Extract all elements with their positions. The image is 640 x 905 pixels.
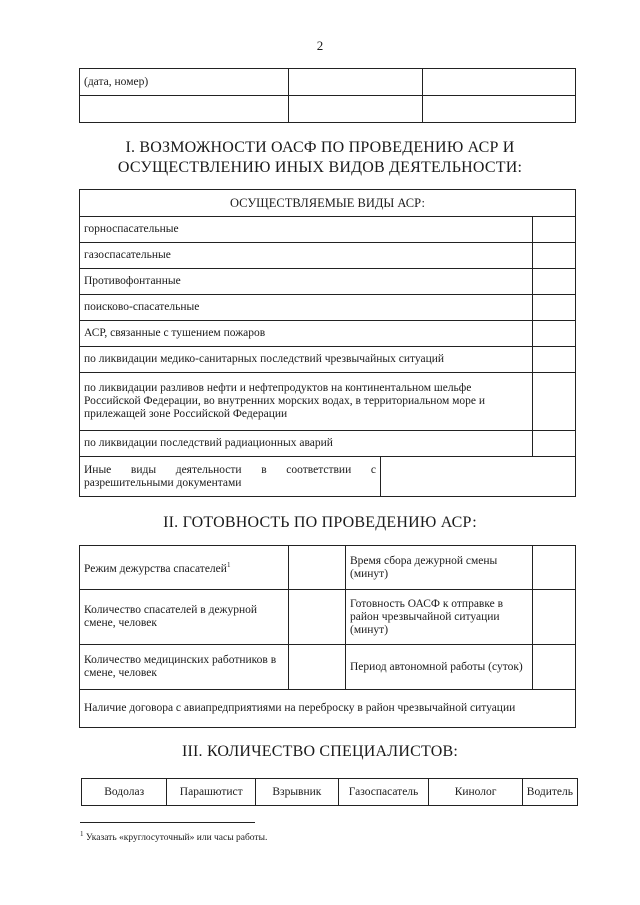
asr-type-checkbox[interactable] (533, 243, 576, 269)
readiness-value[interactable] (533, 590, 576, 645)
rescuers-count-label: Количество спасателей в дежурной смене, человек (80, 590, 289, 645)
medics-count-label: Количество медицинских работников в смене, человек (80, 645, 289, 690)
readiness-label: Готовность ОАСФ к отправке в район чрезвычайной ситуации (минут) (346, 590, 533, 645)
date-number-row2-cell-1[interactable] (80, 96, 289, 123)
gather-time-value[interactable] (533, 546, 576, 590)
asr-type-checkbox[interactable] (533, 217, 576, 243)
asr-type-label: АСР, связанные с тушением пожаров (80, 321, 533, 347)
footnote-divider (80, 822, 255, 823)
asr-type-checkbox[interactable] (533, 269, 576, 295)
asr-type-label: по ликвидации медико-санитарных последствий чрезвычайных ситуаций (80, 347, 533, 373)
asr-type-label: горноспасательные (80, 217, 533, 243)
footnote-number: 1 (80, 830, 84, 838)
asr-type-label: по ликвидации разливов нефти и нефтепродуктов на континентальном шельфе Российской Федерации, во внутренних морских водах, в территориальном море и прилежащей зоне Российской Федерации (80, 373, 533, 431)
section2-title: II. ГОТОВНОСТЬ ПО ПРОВЕДЕНИЮ АСР: (163, 514, 477, 531)
asr-type-checkbox[interactable] (533, 373, 576, 431)
asr-type-label: Противофонтанные (80, 269, 533, 295)
footnote-mark: 1 (226, 561, 231, 570)
specialist-cell: Газоспасатель (338, 779, 429, 806)
duty-mode-value[interactable] (289, 546, 346, 590)
other-activities-value[interactable] (381, 457, 576, 497)
air-contract-label: Наличие договора с авиапредприятиями на переброску в район чрезвычайной ситуации (80, 690, 576, 728)
other-activities-line2: разрешительными документами (84, 476, 242, 489)
footnote-text: Указать «круглосуточный» или часы работы. (85, 833, 268, 844)
section1-title-line1: I. ВОЗМОЖНОСТИ ОАСФ ПО ПРОВЕДЕНИЮ АСР И (125, 139, 515, 156)
specialist-cell: Парашютист (167, 779, 256, 806)
asr-type-label: газоспасательные (80, 243, 533, 269)
asr-type-checkbox[interactable] (533, 321, 576, 347)
section1-title-line2: ОСУЩЕСТВЛЕНИЮ ИНЫХ ВИДОВ ДЕЯТЕЛЬНОСТИ: (117, 159, 523, 176)
page-number: 2 (316, 38, 324, 53)
asr-type-checkbox[interactable] (533, 431, 576, 457)
specialist-cell: Кинолог (429, 779, 522, 806)
asr-type-label: поисково-спасательные (80, 295, 533, 321)
specialist-cell: Водолаз (82, 779, 167, 806)
date-number-cell-3[interactable] (423, 69, 576, 96)
specialist-cell: Взрывник (256, 779, 339, 806)
footnote (80, 830, 267, 843)
asr-type-checkbox[interactable] (533, 347, 576, 373)
duty-mode-label: Режим дежурства спасателей$^1$ (80, 546, 289, 590)
asr-type-checkbox[interactable] (533, 295, 576, 321)
date-number-cell-2[interactable] (289, 69, 423, 96)
specialist-cell: Водитель (522, 779, 577, 806)
other-activities-line1: Иные виды деятельности в соответствии с (84, 463, 376, 476)
gather-time-label: Время сбора дежурной смены (минут) (346, 546, 533, 590)
medics-count-value[interactable] (289, 645, 346, 690)
rescuers-count-value[interactable] (289, 590, 346, 645)
readiness-table (79, 545, 576, 728)
other-activities-label (80, 457, 381, 497)
autonomy-label: Период автономной работы (суток) (346, 645, 533, 690)
asr-type-label: по ликвидации последствий радиационных аварий (80, 431, 533, 457)
date-number-row2-cell-2[interactable] (289, 96, 423, 123)
section1-title (0, 138, 640, 178)
autonomy-value[interactable] (533, 645, 576, 690)
specialists-table (81, 778, 578, 806)
date-number-label: (дата, номер) (80, 69, 289, 96)
asr-types-table (79, 189, 576, 497)
section3-title: III. КОЛИЧЕСТВО СПЕЦИАЛИСТОВ: (181, 743, 459, 760)
date-number-table (79, 68, 576, 123)
asr-types-header: ОСУЩЕСТВЛЯЕМЫЕ ВИДЫ АСР: (80, 190, 576, 217)
date-number-row2-cell-3[interactable] (423, 96, 576, 123)
